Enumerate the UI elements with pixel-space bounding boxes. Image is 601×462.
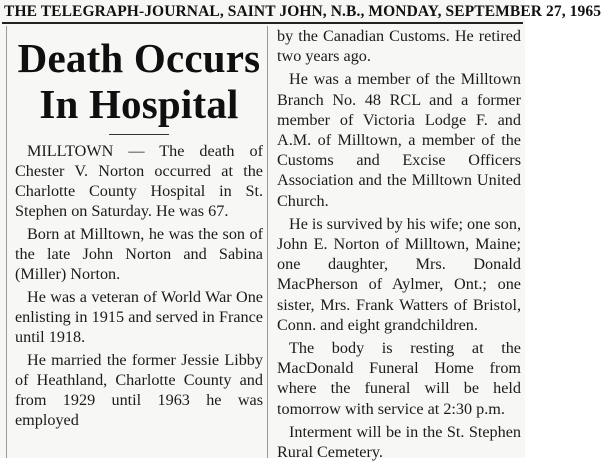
article-column-left (6, 26, 268, 458)
masthead-rule (2, 22, 523, 24)
headline-line-1: Death Occurs (17, 35, 261, 81)
article-paragraph: He was a veteran of World War One enlisting in 1915 and served in France until 1918. (15, 288, 263, 346)
headline-divider (109, 134, 169, 135)
article-paragraph: Born at Milltown, he was the son of the late John Norton and Sabina (Miller) Norton. (15, 225, 263, 283)
article-paragraph: He was a member of the Milltown Branch No. 48 RCL and a former member of Victoria Lodge F. and A.M. of Milltown, a member of the Customs and Excise Officers Association and the Milltown United Church. (277, 70, 521, 210)
article-paragraph: by the Canadian Customs. He retired two years ago. (277, 27, 521, 66)
article-paragraph: Interment will be in the St. Stephen Rural Cemetery. (277, 422, 521, 462)
article-headline (15, 36, 263, 126)
headline-line-2: In Hospital (39, 81, 239, 127)
article-paragraph: He married the former Jessie Libby of Heathland, Charlotte County and from 1929 until 1963 he was employed (15, 351, 263, 429)
article-paragraph: He is survived by his wife; one son, John E. Norton of Milltown, Maine; one daughter, Mrs. Donald MacPherson of Aylmer, Ont.; one sister, Mrs. Frank Watters of Bristol, Conn. and eight grandchildren. (277, 214, 521, 334)
newspaper-masthead: THE TELEGRAPH-JOURNAL, SAINT JOHN, N.B., MONDAY, SEPTEMBER 27, 1965 (4, 3, 601, 20)
article-paragraph: MILLTOWN — The death of Chester V. Norton occurred at the Charlotte County Hospital in St. Stephen on Saturday. He was 67. (15, 142, 263, 220)
article-paragraph: The body is resting at the MacDonald Funeral Home from where the funeral will be held tomorrow with service at 2:30 p.m. (277, 339, 521, 418)
article-column-right (275, 26, 521, 462)
